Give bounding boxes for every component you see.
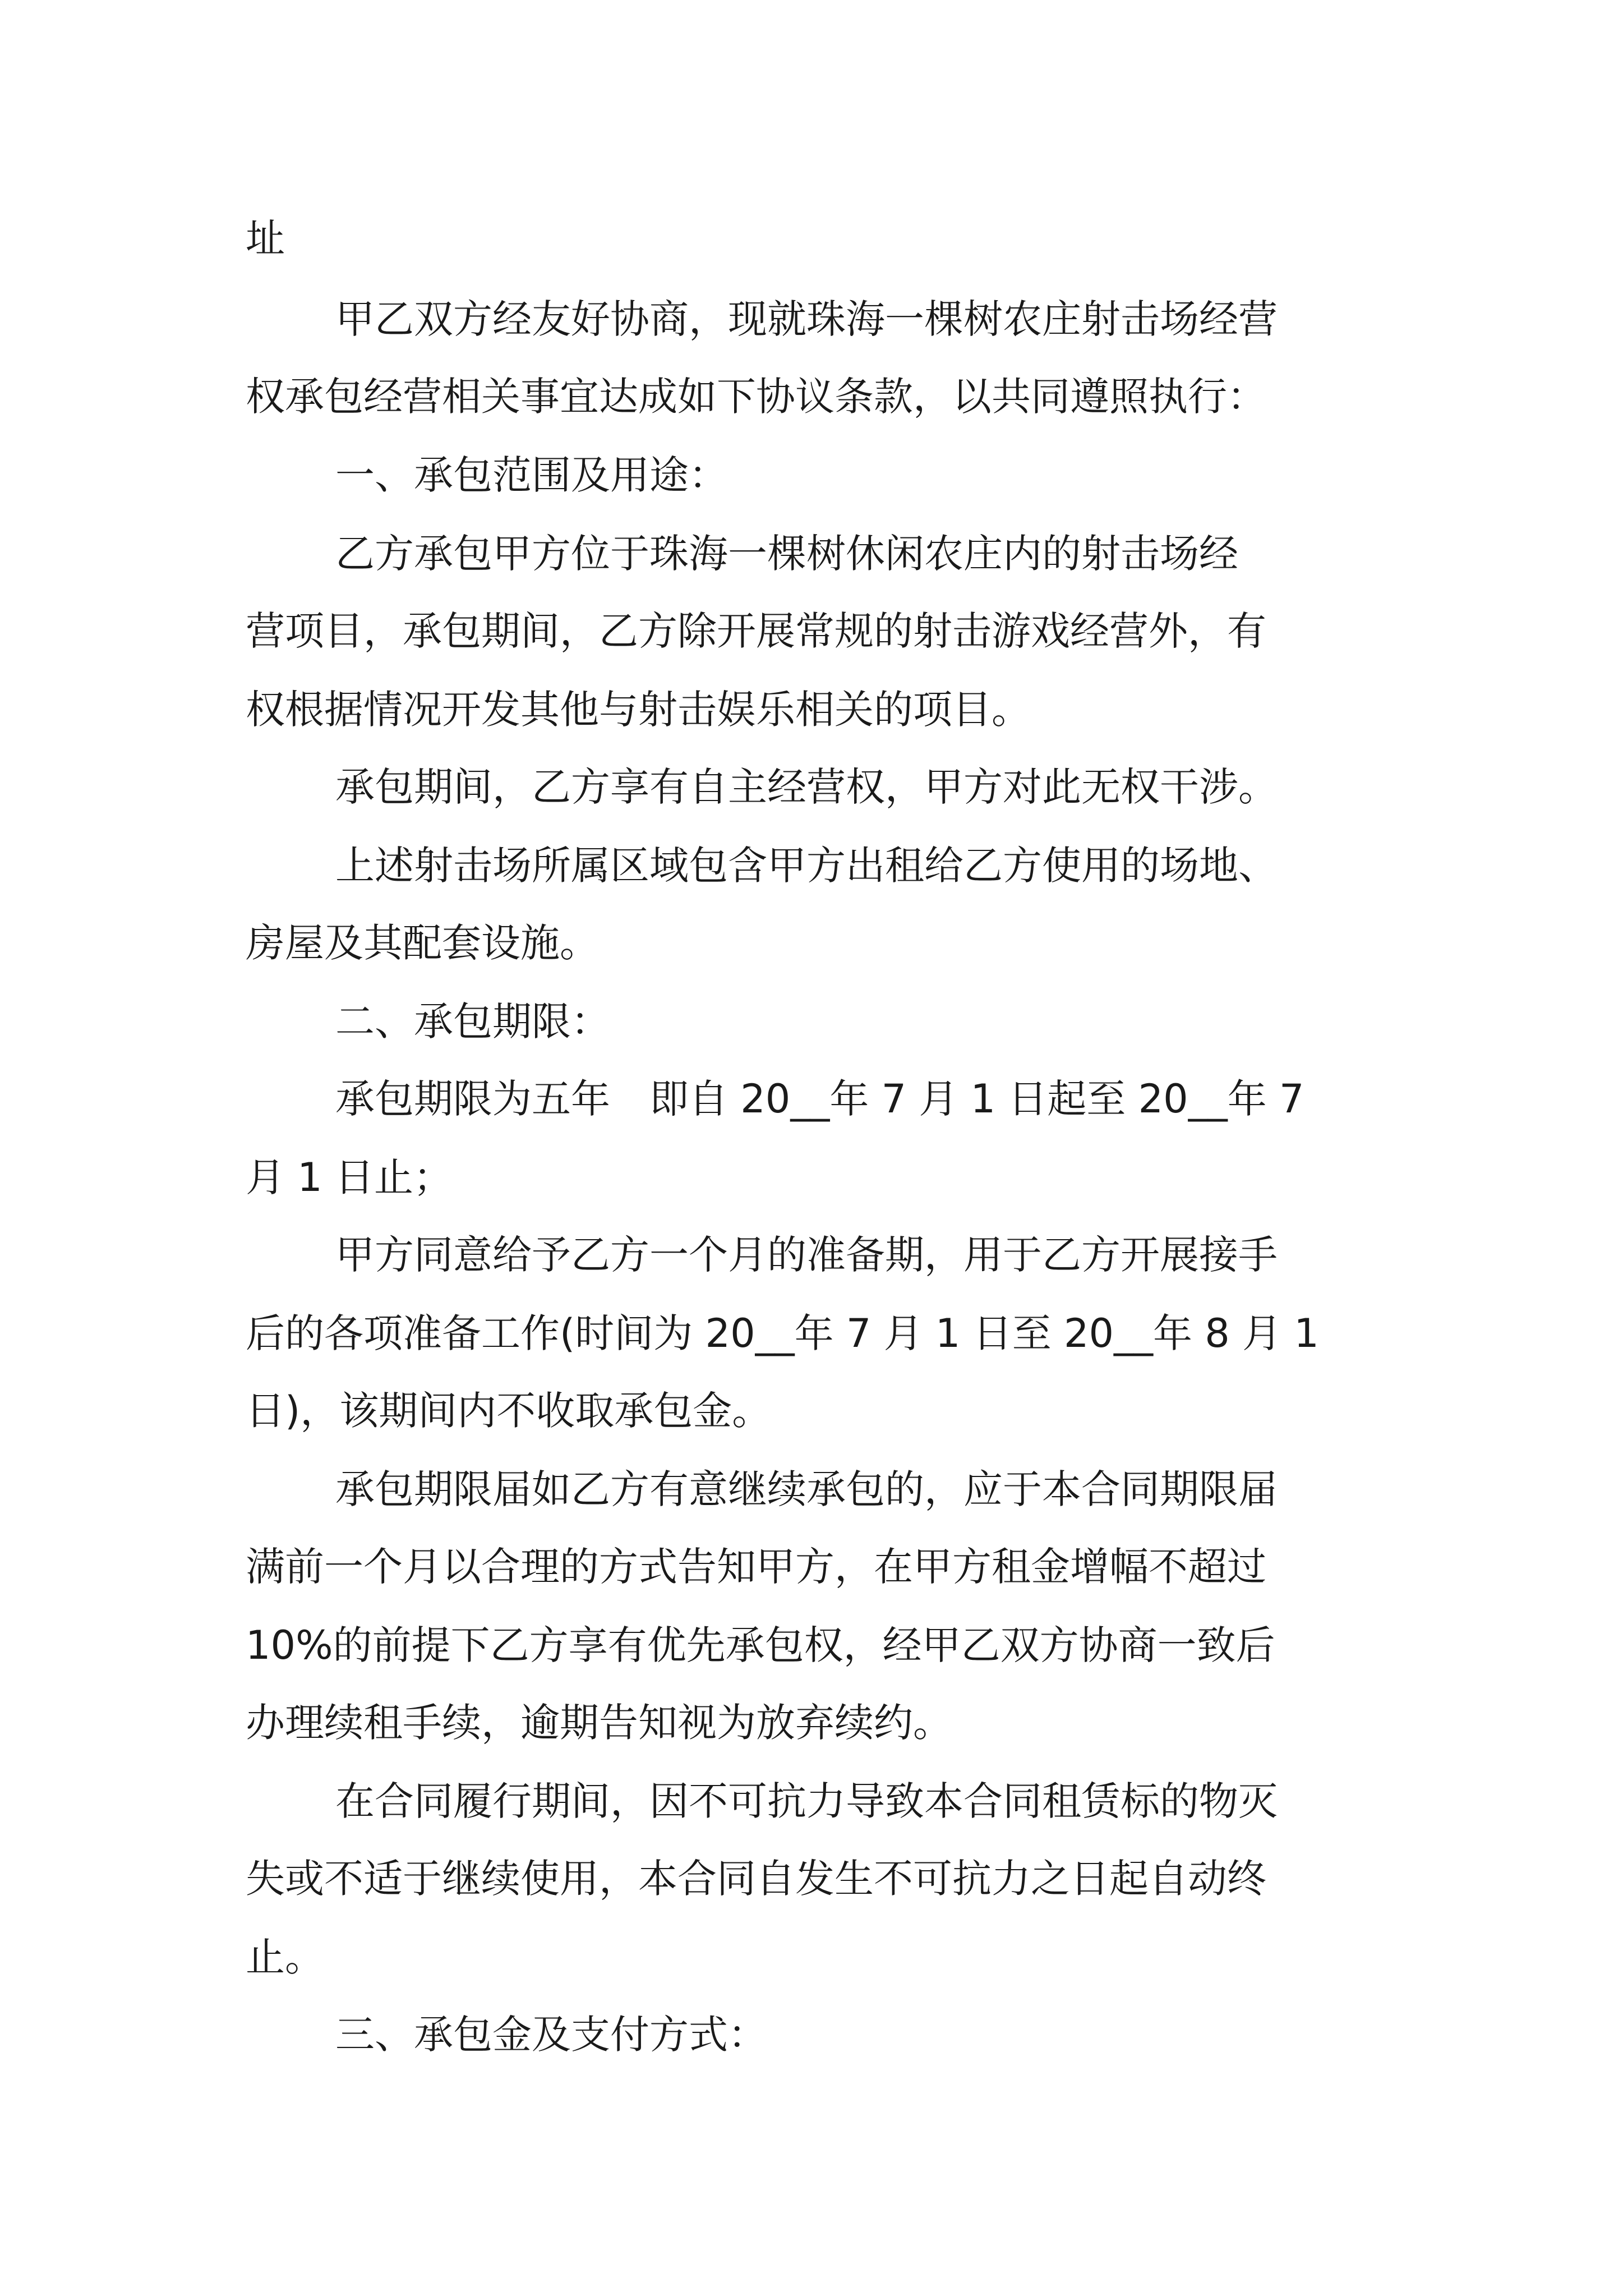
paragraph-line: 承包期限为五年 即自 20__年 7 月 1 日起至 20__年 7 bbox=[335, 1076, 1304, 1122]
text-line: 满前一个月以合理的方式告知甲方，在甲方租金增幅不超过 bbox=[246, 1544, 1266, 1590]
section-heading: 三、承包金及支付方式： bbox=[335, 2012, 767, 2058]
paragraph-line: 在合同履行期间，因不可抗力导致本合同租赁标的物灭 bbox=[335, 1778, 1278, 1824]
paragraph-line: 承包期限届如乙方有意继续承包的，应于本合同期限届 bbox=[335, 1466, 1278, 1512]
text-line: 房屋及其配套设施。 bbox=[246, 920, 599, 966]
section-heading: 一、承包范围及用途： bbox=[335, 452, 728, 498]
text-line: 权承包经营相关事宜达成如下协议条款，以共同遵照执行： bbox=[246, 374, 1266, 420]
paragraph-line: 乙方承包甲方位于珠海一棵树休闲农庄内的射击场经 bbox=[335, 531, 1238, 577]
text-line: 后的各项准备工作(时间为 20__年 7 月 1 日至 20__年 8 月 1 bbox=[246, 1310, 1319, 1356]
text-line: 止。 bbox=[246, 1934, 324, 1980]
paragraph-line: 承包期间，乙方享有自主经营权，甲方对此无权干涉。 bbox=[335, 764, 1278, 810]
paragraph-line: 上述射击场所属区域包含甲方出租给乙方使用的场地、 bbox=[335, 843, 1278, 889]
text-line: 10%的前提下乙方享有优先承包权，经甲乙双方协商一致后 bbox=[246, 1622, 1275, 1668]
paragraph-line: 甲乙双方经友好协商，现就珠海一棵树农庄射击场经营 bbox=[335, 296, 1278, 342]
text-line: 址 bbox=[246, 215, 285, 261]
section-heading: 二、承包期限： bbox=[335, 999, 610, 1045]
text-line: 失或不适于继续使用，本合同自发生不可抗力之日起自动终 bbox=[246, 1856, 1266, 1902]
text-line: 营项目，承包期间，乙方除开展常规的射击游戏经营外，有 bbox=[246, 608, 1266, 654]
text-line: 日)，该期间内不收取承包金。 bbox=[246, 1388, 772, 1434]
text-line: 办理续租手续，逾期告知视为放弃续约。 bbox=[246, 1700, 952, 1746]
paragraph-line: 甲方同意给予乙方一个月的准备期，用于乙方开展接手 bbox=[335, 1232, 1278, 1278]
text-line: 月 1 日止； bbox=[246, 1154, 453, 1200]
text-line: 权根据情况开发其他与射击娱乐相关的项目。 bbox=[246, 687, 1031, 733]
